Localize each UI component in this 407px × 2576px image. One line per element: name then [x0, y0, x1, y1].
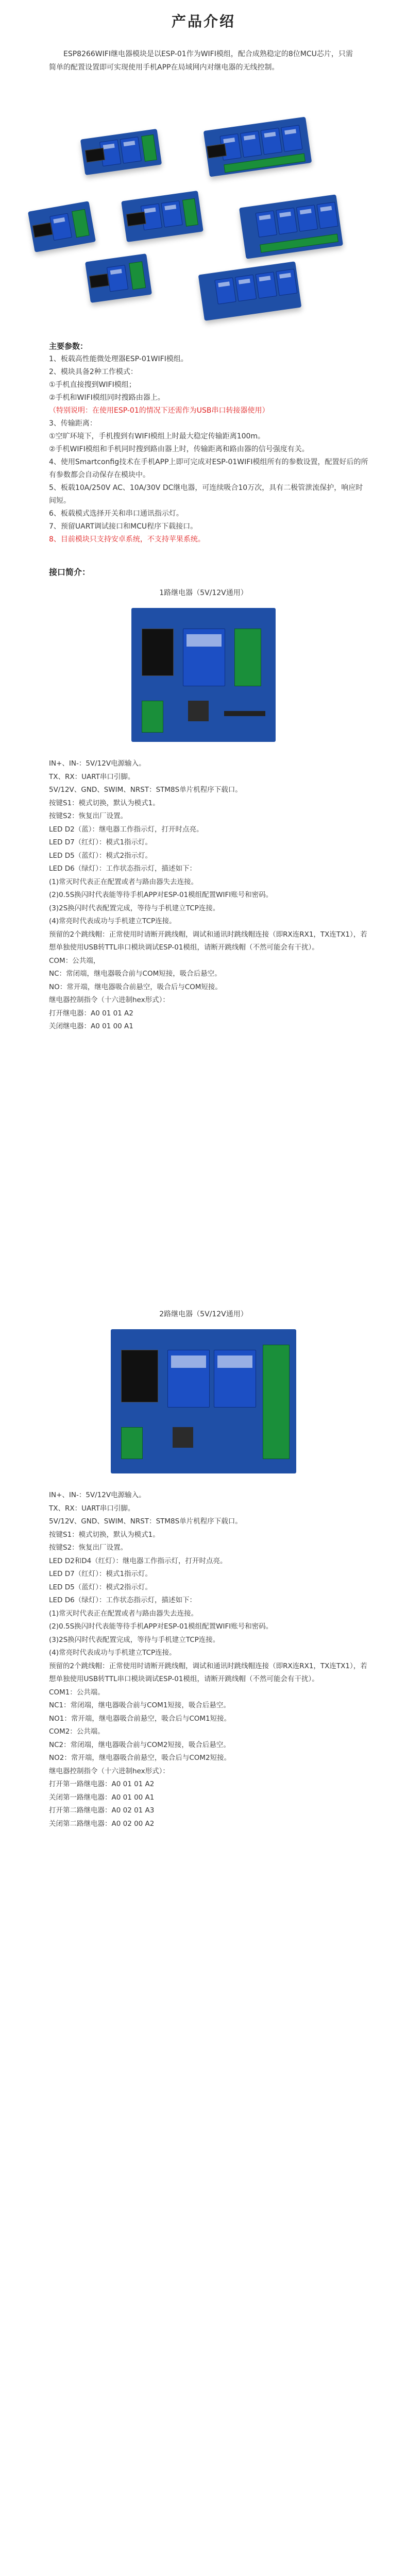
desc-line: 预留的2个跳线帽：正常使用时请断开跳线帽，调试和通讯时跳线帽连接（即RX连RX1，TX连TX1），若想单独使用USB转TTL串口模块调试ESP-01模组，请断开跳线帽（不然可能会有干扰）。 [49, 930, 367, 952]
desc-line: LED D5（蓝灯）：模式2指示灯。 [49, 1583, 152, 1591]
desc-line: LED D7（红灯）：模式1指示灯。 [49, 1570, 152, 1578]
desc-line: NC2：常闭端，继电器吸合前与COM2短接，吸合后悬空。 [49, 1740, 230, 1749]
feature-item: ①空旷环境下，手机搜到有WIFI模组上时最大稳定传输距离100m。 [49, 432, 265, 440]
desc-line: NO：常开端，继电器吸合前悬空，吸合后与COM短接。 [49, 982, 222, 991]
relay-board-1ch-b [85, 253, 152, 303]
desc-line: LED D2（蓝）：继电器工作指示灯，打开时点亮。 [49, 825, 204, 834]
product-photo-collage [0, 103, 407, 319]
desc-line: 打开第一路继电器：A0 01 01 A2 [49, 1780, 155, 1788]
relay-board-4ch-c [198, 261, 302, 321]
desc-line: TX、RX：UART串口引脚。 [49, 772, 135, 781]
desc-line: (1)常灭时代表正在配置或者与路由器失去连接。 [49, 1609, 198, 1618]
desc-line: (4)常亮时代表成功与手机建立TCP连接。 [49, 917, 176, 925]
desc-line: 5V/12V、GND、SWIM、NRST：STM8S单片机程序下载口。 [49, 1517, 242, 1526]
feature-item: 3、传输距离： [49, 419, 97, 428]
module-image-2ch [111, 1329, 296, 1473]
feature-item: 7、预留UART调试接口和MCU程序下载接口。 [49, 522, 198, 531]
desc-line: LED D5（蓝灯）：模式2指示灯。 [49, 851, 152, 860]
figure-caption-2ch: 2路继电器（5V/12V通用） [159, 1310, 248, 1318]
desc-line: NC1：常闭端，继电器吸合前与COM1短接，吸合后悬空。 [49, 1701, 230, 1709]
desc-line: 预留的2个跳线帽：正常使用时请断开跳线帽，调试和通讯时跳线帽连接（即RX连RX1，TX连TX1），若想单独使用USB转TTL串口模块调试ESP-01模组，请断开跳线帽（不然可能会有干扰）。 [49, 1662, 367, 1683]
feature-item: ②手机WIFI模组和手机同时搜到路由器上时，传输距离和路由器的信号强度有关。 [49, 445, 309, 453]
desc-line: 关闭第二路继电器：A0 02 00 A2 [49, 1819, 155, 1828]
feature-note-red: 8、目前模块只支持安卓系统，不支持苹果系统。 [49, 535, 205, 544]
interface-title: 接口简介： [49, 567, 91, 577]
desc-line: 打开第二路继电器：A0 02 01 A3 [49, 1806, 155, 1815]
desc-line: 按键S2：恢复出厂设置。 [49, 1544, 128, 1552]
desc-line: 继电器控制指令（十六进制hex形式）： [49, 996, 169, 1004]
relay-board-4ch-b [239, 194, 343, 259]
feature-item: 1、板载高性能微处理器ESP-01WIFI模组。 [49, 355, 188, 363]
desc-line: IN+、IN-：5V/12V电源输入。 [49, 759, 146, 768]
desc-line: COM：公共端， [49, 956, 100, 965]
desc-line: LED D6（绿灯）：工作状态指示灯，描述如下： [49, 1596, 196, 1604]
desc-line: COM2：公共端。 [49, 1727, 105, 1736]
features-heading: 主要参数： [49, 342, 88, 351]
desc-line: 按键S1：模式切换，默认为模式1。 [49, 799, 160, 807]
feature-item: 6、板载模式选择开关和串口通讯指示灯。 [49, 510, 183, 518]
desc-line: 按键S2：恢复出厂设置。 [49, 812, 128, 820]
figure-caption-1ch: 1路继电器（5V/12V通用） [159, 589, 248, 597]
desc-line: IN+、IN-：5V/12V电源输入。 [49, 1491, 146, 1499]
feature-item: 4、使用Smartconfig技术在手机APP上即可完成对ESP-01WIFI模组所有的参数设置，配置好后的所有参数都会自动保存在模块中。 [49, 458, 368, 479]
desc-line: LED D2和D4（红灯）：继电器工作指示灯，打开时点亮。 [49, 1556, 227, 1565]
desc-line: 关闭继电器：A0 01 00 A1 [49, 1022, 133, 1030]
desc-line: 关闭第一路继电器：A0 01 00 A1 [49, 1793, 155, 1802]
module-image-1ch [131, 608, 276, 742]
desc-line: 打开继电器：A0 01 01 A2 [49, 1009, 133, 1018]
desc-line: LED D7（红灯）：模式1指示灯。 [49, 838, 152, 846]
relay-board-2ch [80, 129, 162, 175]
desc-line: 5V/12V、GND、SWIM、NRST：STM8S单片机程序下载口。 [49, 786, 242, 794]
relay-board-1ch [28, 201, 96, 252]
description-1ch [49, 757, 368, 1033]
desc-line: (2)0.5S换闪时代表能等待手机APP对ESP-01模组配置WIFI账号和密码。 [49, 891, 273, 899]
feature-list [49, 340, 368, 546]
desc-line: (3)2S换闪时代表配置完成，等待与手机建立TCP连接。 [49, 1635, 220, 1644]
desc-line: NC：常闭端，继电器吸合前与COM短接，吸合后悬空。 [49, 970, 222, 978]
feature-item: ②手机和WIFI模组同时搜路由器上。 [49, 394, 165, 402]
desc-line: NO1：常开端，继电器吸合前悬空，吸合后与COM1短接。 [49, 1714, 231, 1723]
desc-line: (3)2S换闪时代表配置完成，等待与手机建立TCP连接。 [49, 904, 220, 912]
feature-note-red: （特别说明：在使用ESP-01的情况下还需作为USB串口转接器使用） [49, 406, 269, 415]
relay-board-2ch-b [121, 191, 204, 242]
page-title: 产品介绍 [171, 13, 235, 30]
desc-line: COM1：公共端。 [49, 1688, 105, 1697]
desc-line: NO2：常开端，继电器吸合前悬空，吸合后与COM2短接。 [49, 1754, 231, 1762]
feature-item: 2、模块具备2种工作模式： [49, 368, 138, 376]
feature-item: ①手机直接搜到WIFI模组； [49, 381, 136, 389]
desc-line: (4)常亮时代表成功与手机建立TCP连接。 [49, 1649, 176, 1657]
desc-line: 按键S1：模式切换，默认为模式1。 [49, 1530, 160, 1539]
description-2ch [49, 1489, 368, 1831]
desc-line: (2)0.5S换闪时代表能等待手机APP对ESP-01模组配置WIFI账号和密码。 [49, 1622, 273, 1631]
desc-line: (1)常灭时代表正在配置或者与路由器失去连接。 [49, 877, 198, 886]
desc-line: TX、RX：UART串口引脚。 [49, 1504, 135, 1513]
feature-item: 5、板载10A/250V AC、10A/30V DC继电器，可连续吸合10万次，具有二极管泄流保护，响应时间短。 [49, 484, 363, 505]
desc-line: LED D6（绿灯）：工作状态指示灯，描述如下： [49, 865, 196, 873]
relay-board-4ch [204, 117, 312, 177]
desc-line: 继电器控制指令（十六进制hex形式）： [49, 1767, 169, 1775]
intro-paragraph: ESP8266WIFI继电器模块是以ESP-01作为WIFI模组，配合成熟稳定的8位MCU芯片，只需简单的配置设置即可实现使用手机APP在局域网内对继电器的无线控制。 [49, 50, 353, 72]
